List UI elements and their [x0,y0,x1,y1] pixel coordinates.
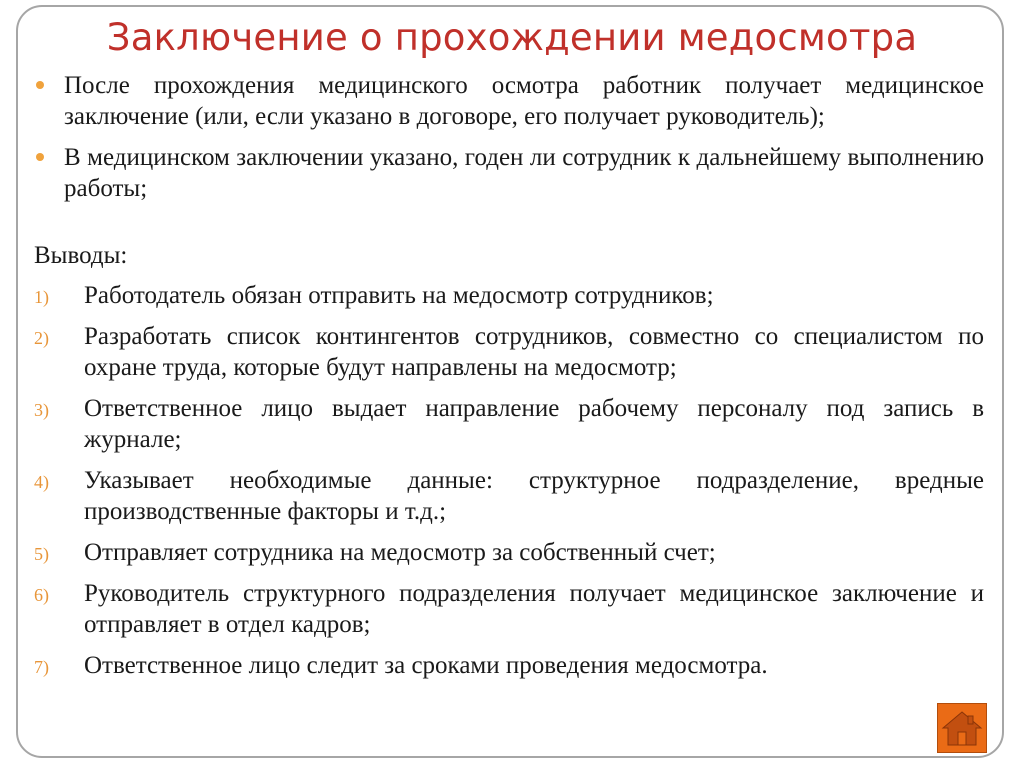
page-title: Заключение о прохождении медосмотра [106,16,918,59]
bullet-dot-icon [36,153,44,161]
home-button[interactable] [937,703,987,753]
step-text: Ответственное лицо следит за сроками проведения медосмотра. [84,652,768,679]
step-number: 5) [34,544,49,564]
bullet-item [34,70,984,132]
step-text: Руководитель структурного подразделения получает медицинское заключение и отправляет в отдел кадров; [84,580,984,638]
home-icon [941,708,983,748]
step-item [34,578,984,640]
step-item [34,280,984,311]
step-item [34,393,984,455]
bullet-dot-icon [36,81,44,89]
step-text: Работодатель обязан отправить на медосмотр сотрудников; [84,282,714,309]
step-text: Ответственное лицо выдает направление рабочему персоналу под запись в журнале; [84,395,984,453]
step-item [34,465,984,527]
step-text: Разработать список контингентов сотрудников, совместно со специалистом по охране труда, которые будут направлены на медосмотр; [84,323,984,381]
step-number: 4) [34,472,49,492]
step-number: 6) [34,585,49,605]
step-number: 7) [34,657,49,677]
step-item [34,537,984,568]
step-number: 3) [34,400,49,420]
bullet-list [34,70,984,214]
step-item [34,650,984,681]
bullet-text: После прохождения медицинского осмотра работник получает медицинское заключение (или, если указано в договоре, его получает руководитель); [64,72,984,130]
step-item [34,321,984,383]
step-text: Отправляет сотрудника на медосмотр за собственный счет; [84,539,716,566]
conclusions-heading: Выводы: [34,242,128,269]
bullet-text: В медицинском заключении указано, годен ли сотрудник к дальнейшему выполнению работы; [64,144,984,202]
step-number: 2) [34,328,49,348]
step-text: Указывает необходимые данные: структурное подразделение, вредные производственные факторы и т.д.; [84,467,984,525]
bullet-item [34,142,984,204]
steps-list [34,280,984,691]
step-number: 1) [34,287,49,307]
